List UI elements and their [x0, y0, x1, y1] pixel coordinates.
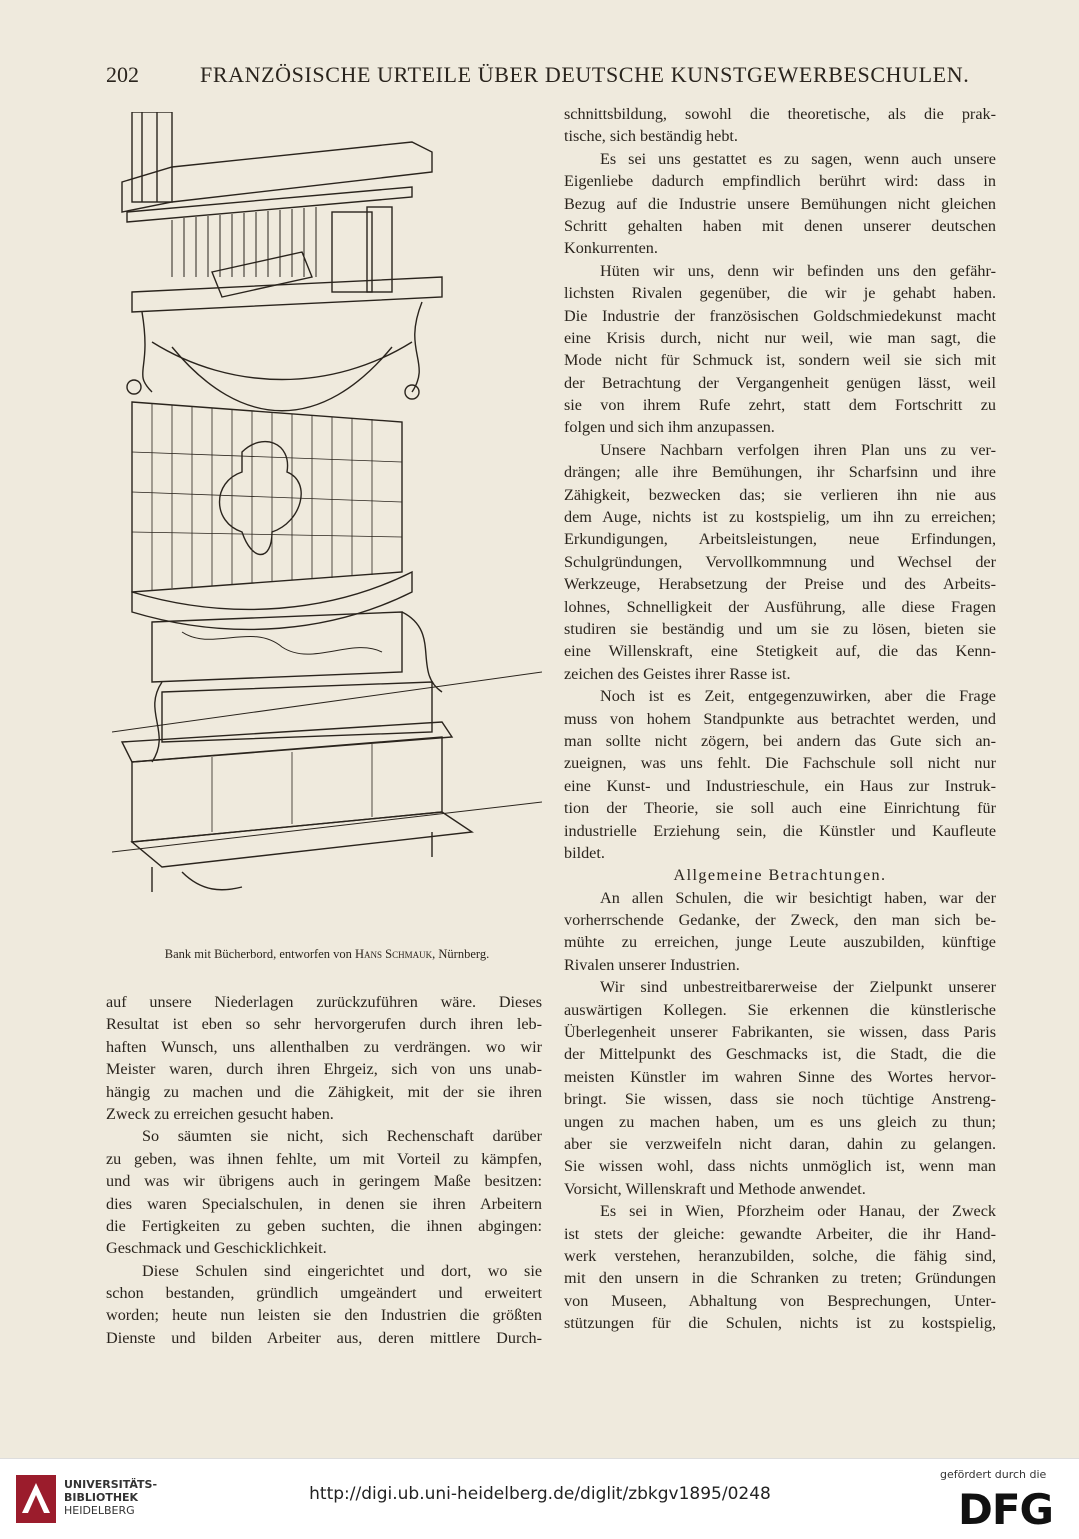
text-line: eine Willenskraft, eine Stetigkeit auf, die das Kenn-: [564, 642, 996, 661]
text-line: dies waren Specialschulen, in denen sie ihren Arbeitern: [106, 1194, 542, 1213]
right-column-text: [564, 103, 996, 1334]
text-line: werk verstehen, heranzubilden, solche, die fähig sind,: [564, 1246, 996, 1265]
text-line: Zweck zu erreichen gesucht haben.: [106, 1104, 334, 1123]
text-line: lohnes, Schnelligkeit der Ausführung, alle diese Fragen: [564, 597, 996, 616]
text-line: Sie wissen wohl, dass nichts unmöglich ist, wenn man: [564, 1157, 996, 1176]
text-line: Die Industrie der französischen Goldschmiedekunst macht: [564, 306, 996, 325]
text-line: Zähigkeit, bezwecken das; sie verlieren ihn nie aus: [564, 485, 996, 504]
text-line: Mode nicht für Schmuck ist, sondern weil sie sich mit: [564, 351, 996, 370]
text-line: tion der Theorie, sie soll auch eine Einrichtung für: [564, 799, 996, 818]
text-line: vorherrschende Gedanke, der Zweck, den man sich be-: [564, 911, 996, 930]
text-line: der Betrachtung der Vergangenheit genügen lässt, weil: [564, 373, 996, 392]
text-line: An allen Schulen, die wir besichtigt haben, war der: [600, 888, 996, 907]
text-line: Schritt gehalten haben mit denen unserer deutschen: [564, 216, 996, 235]
left-column-text: [106, 991, 542, 1349]
text-line: meisten Künstler im wahren Sinne des Wortes hervor-: [564, 1067, 996, 1086]
text-line: studiren sie beständig und um sie zu lösen, bieten sie: [564, 619, 996, 638]
caption-designer-name: Hans Schmauk: [355, 947, 433, 961]
text-line: zeichen des Geistes ihrer Rasse ist.: [564, 664, 791, 683]
text-line: drängen; alle ihre Bemühungen, ihr Scharfsinn und ihre: [564, 463, 996, 482]
text-line: Werkzeuge, Herabsetzung der Preise und des Arbeits-: [564, 575, 996, 594]
text-line: stützungen für die Schulen, nichts ist zu kostspielig,: [564, 1314, 996, 1333]
bench-bookshelf-illustration: [112, 112, 542, 912]
running-title: FRANZÖSISCHE URTEILE ÜBER DEUTSCHE KUNSTGEWERBESCHULEN.: [200, 62, 970, 87]
text-line: Dienste und bilden Arbeiter aus, deren mittlere Durch-: [106, 1328, 542, 1347]
university-library-logo-icon[interactable]: [14, 1473, 58, 1525]
text-line: zueignen, was uns fehlt. Die Fachschule soll nicht nur: [564, 754, 996, 773]
library-name-line: UNIVERSITÄTS-: [64, 1478, 158, 1491]
text-line: ungen zu machen haben, um es uns gleich zu thun;: [564, 1112, 996, 1131]
library-city: HEIDELBERG: [64, 1504, 135, 1517]
text-line: und was wir übrigens auch in geringem Maße besitzen:: [106, 1172, 542, 1191]
text-line: Schulgründungen, Vervollkommnung und Wechsel der: [564, 552, 996, 571]
text-line: bildet.: [564, 843, 605, 862]
text-line: Rivalen unserer Industrien.: [564, 955, 740, 974]
section-heading: Allgemeine Betrachtungen.: [673, 866, 887, 885]
text-line: Konkurrenten.: [564, 239, 658, 258]
text-line: tische, sich beständig hebt.: [564, 127, 738, 146]
text-line: lichsten Rivalen gegenüber, die wir je gehabt haben.: [564, 284, 996, 303]
funding-note: gefördert durch die: [940, 1468, 1047, 1481]
viewer-footer: [0, 1458, 1079, 1539]
text-line: hängig zu machen und die Zähigkeit, mit der sie ihren: [106, 1082, 542, 1101]
text-line: industrielle Erziehung sein, die Künstler und Kaufleute: [564, 821, 996, 840]
figure-caption: [112, 947, 542, 962]
text-line: sie von ihrem Rufe zehrt, statt dem Fortschritt zu: [564, 396, 996, 415]
text-line: Bezug auf die Industrie unsere Bemühungen nicht gleichen: [564, 194, 996, 213]
text-line: mit den unsern in die Schranken zu treten; Gründungen: [564, 1269, 996, 1288]
page-number: 202: [106, 62, 139, 87]
caption-place: , Nürnberg.: [432, 947, 490, 961]
text-line: man sollte nicht zögern, bei andern das Gute sich an-: [564, 731, 996, 750]
text-line: haften Wunsch, uns allenthalben zu verdrängen. wo wir: [106, 1037, 542, 1056]
text-line: bringt. Sie wissen, dass sie noch tüchtige Anstreng-: [564, 1090, 996, 1109]
text-line: auswärtigen Kollegen. Sie erkennen die künstlerische: [564, 1000, 996, 1019]
text-line: So säumten sie nicht, sich Rechenschaft darüber: [142, 1127, 542, 1146]
text-line: Überlegenheit unserer Fabrikanten, sie wissen, dass Paris: [564, 1023, 996, 1042]
text-line: eine Kunst- und Industrieschule, ein Haus zur Instruk-: [564, 776, 996, 795]
text-line: Es sei in Wien, Pforzheim oder Hanau, der Zweck: [600, 1202, 996, 1221]
text-line: Hüten wir uns, denn wir befinden uns den gefähr-: [600, 261, 996, 280]
caption-text: Bank mit Bücherbord, entworfen von: [164, 947, 356, 961]
text-line: schnittsbildung, sowohl die theoretische, als die prak-: [564, 105, 996, 123]
text-line: Erkundigungen, Arbeitsleistungen, neue Erfindungen,: [564, 530, 996, 549]
text-line: aber sie verzweifeln nicht daran, dahin zu gelangen.: [564, 1134, 996, 1153]
text-line: Diese Schulen sind eingerichtet und dort, wo sie: [142, 1261, 542, 1280]
page-header: [0, 62, 1079, 96]
text-line: der Mittelpunkt des Geschmacks ist, die Stadt, die die: [564, 1045, 996, 1064]
library-name[interactable]: [64, 1478, 157, 1517]
text-line: worden; heute nun leisten sie den Industrien die größten: [106, 1306, 542, 1325]
text-line: folgen und sich ihm anzupassen.: [564, 418, 775, 437]
text-line: Es sei uns gestattet es zu sagen, wenn auch unsere: [600, 149, 996, 168]
text-line: dem Auge, nichts ist zu kostspielig, um ihn zu erreichen;: [564, 508, 996, 527]
text-line: Meister waren, durch ihren Ehrgeiz, sich von uns unab-: [106, 1060, 542, 1079]
text-line: Wir sind unbestreitbarerweise der Zielpunkt unserer: [600, 978, 996, 997]
text-line: Eigenliebe dadurch empfindlich berührt wird: dass in: [564, 172, 996, 191]
text-line: muss von hohem Standpunkte aus betrachtet werden, und: [564, 709, 996, 728]
dfg-logo[interactable]: DFG: [958, 1485, 1054, 1534]
text-line: eine Krisis durch, nicht nur weil, wie man sagt, die: [564, 328, 996, 347]
text-line: von Museen, Abhaltung von Besprechungen, Unter-: [564, 1291, 996, 1310]
text-line: Vorsicht, Willenskraft und Methode anwendet.: [564, 1179, 866, 1198]
text-line: schon bestanden, gründlich umgeändert und erweitert: [106, 1284, 542, 1303]
text-line: die Fertigkeiten zu geben suchten, die ihnen abgingen:: [106, 1216, 542, 1235]
text-line: Geschmack und Geschicklichkeit.: [106, 1239, 327, 1258]
permalink-url[interactable]: http://digi.ub.uni-heidelberg.de/diglit/zbkgv1895/0248: [309, 1484, 771, 1504]
text-line: ist stets der gleiche: gewandte Arbeiter, die ihr Hand-: [564, 1224, 996, 1243]
text-line: Unsere Nachbarn verfolgen ihren Plan uns zu ver-: [600, 440, 996, 459]
text-line: zu geben, was ihnen fehlte, um mit Vorteil zu kämpfen,: [106, 1149, 542, 1168]
text-line: mühte zu erreichen, junge Leute auszubilden, künftige: [564, 933, 996, 952]
text-line: Noch ist es Zeit, entgegenzuwirken, aber die Frage: [600, 687, 996, 706]
library-name-line: BIBLIOTHEK: [64, 1491, 139, 1504]
text-line: auf unsere Niederlagen zurückzuführen wäre. Dieses: [106, 993, 542, 1011]
text-line: Resultat ist eben so sehr hervorgerufen durch ihren leb-: [106, 1015, 542, 1034]
